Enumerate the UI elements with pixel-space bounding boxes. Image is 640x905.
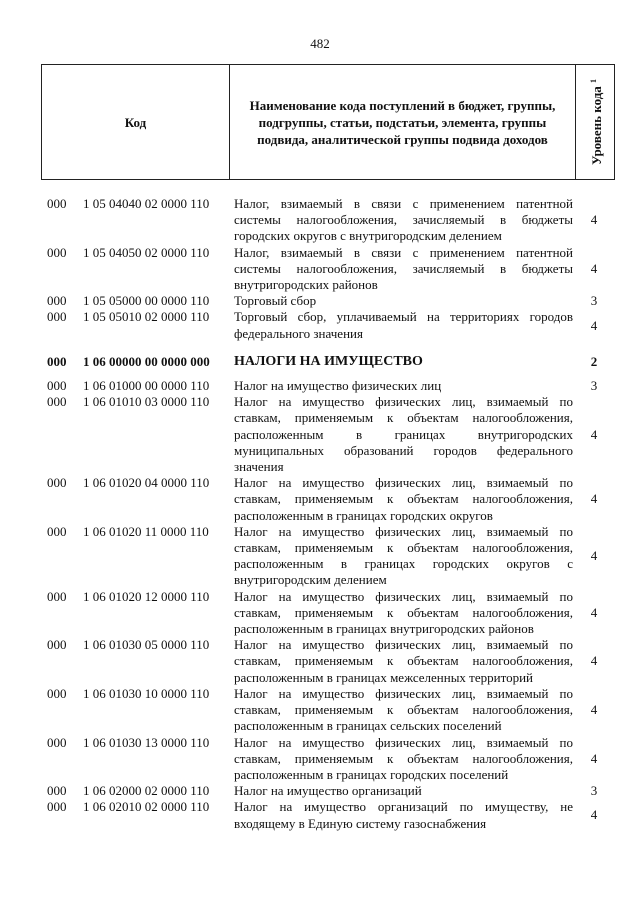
revenue-name: Налог на имущество физических лиц, взимаемый по ставкам, применяемым к объектам налогообложения, расположенным в границах городских округов с внутригородским делением [234,523,573,588]
revenue-name: Торговый сбор [234,293,317,309]
code-level: 2 [590,353,598,369]
code-level: 4 [590,548,598,564]
revenue-code: 1 05 05010 02 0000 110 [83,309,210,325]
table-row [41,799,615,831]
header-level-footnote: 1 [588,78,598,83]
admin-code: 000 [47,637,67,653]
revenue-code: 1 06 02010 02 0000 110 [83,799,210,815]
header-level-label [585,79,605,165]
header-level [576,65,614,179]
revenue-code: 1 05 04040 02 0000 110 [83,196,210,211]
code-level: 4 [590,807,598,823]
revenue-name: Налог на имущество физических лиц, взимаемый по ставкам, применяемым к объектам налогообложения, расположенным в границах городских поселений [234,734,573,782]
table-row [41,686,615,735]
table-row [41,309,615,341]
code-level: 4 [590,212,598,228]
table-body [41,196,615,832]
page-number: 482 [310,36,330,51]
admin-code: 000 [47,799,67,815]
table-header [41,64,615,180]
revenue-name: Налог, взимаемый в связи с применением патентной системы налогообложения, зачисляемый в бюджеты городских округов с внутригородским делением [234,196,573,244]
revenue-name: Налог на имущество физических лиц, взимаемый по ставкам, применяемым к объектам налогообложения, расположенным в границах сельских поселений [234,685,573,734]
table-row [41,589,615,638]
code-level: 4 [590,604,598,620]
code-level: 4 [590,653,598,669]
code-level: 4 [590,317,598,333]
code-level: 3 [590,783,598,799]
table-row [41,475,615,524]
table-row [41,293,615,309]
table-row [41,735,615,784]
table-row [41,394,615,475]
admin-code: 000 [47,588,67,604]
table-row [41,378,615,394]
admin-code: 000 [47,685,67,701]
revenue-name: Налог на имущество физических лиц, взимаемый по ставкам, применяемым к объектам налогообложения, расположенным в границах межселенных территорий [234,637,573,685]
revenue-name: Налог на имущество организаций [234,783,422,799]
revenue-code: 1 06 01020 04 0000 110 [83,475,210,491]
revenue-name: Налог на имущество физических лиц, взимаемый по ставкам, применяемым к объектам налогообложения, расположенным в границах внутригородских муниципальных образований городов федерального значения [234,394,573,475]
revenue-code: 1 06 01030 05 0000 110 [83,637,210,653]
revenue-name: Налог на имущество физических лиц, взимаемый по ставкам, применяемым к объектам налогообложения, расположенным в границах городских округов [234,475,573,523]
table-row [41,524,615,589]
admin-code: 000 [47,734,67,750]
revenue-code: 1 06 01020 11 0000 110 [83,523,209,539]
code-level: 4 [590,491,598,507]
code-level: 4 [590,260,598,276]
revenue-name: Налог на имущество физических лиц, взимаемый по ставкам, применяемым к объектам налогообложения, расположенным в границах внутригородских районов [234,588,573,637]
admin-code: 000 [47,394,67,410]
admin-code: 000 [47,783,67,799]
code-level: 3 [590,293,598,309]
revenue-name: Торговый сбор, уплачиваемый на территориях городов федерального значения [234,309,573,341]
code-level: 4 [590,750,598,766]
admin-code: 000 [47,244,67,260]
revenue-code: 1 06 01030 13 0000 110 [83,734,210,750]
table-row-group-heading [41,354,615,370]
table-row [41,196,615,245]
code-level: 3 [590,378,598,394]
table-row [41,783,615,799]
table-row [41,637,615,686]
revenue-name: НАЛОГИ НА ИМУЩЕСТВО [234,353,423,369]
header-level-text: Уровень кода [589,86,605,166]
code-level: 4 [590,426,598,442]
revenue-code: 1 06 01020 12 0000 110 [83,588,210,604]
admin-code: 000 [47,196,67,211]
revenue-name: Налог на имущество физических лиц [234,378,442,394]
revenue-name: Налог, взимаемый в связи с применением патентной системы налогообложения, зачисляемый в бюджеты внутригородских районов [234,244,573,293]
revenue-code: 1 06 01010 03 0000 110 [83,394,210,410]
revenue-code: 1 05 05000 00 0000 110 [83,293,210,309]
admin-code: 000 [47,378,67,394]
revenue-code: 1 06 00000 00 0000 000 [83,353,210,369]
revenue-name: Налог на имущество организаций по имуществу, не входящему в Единую систему газоснабжения [234,799,573,831]
admin-code: 000 [47,353,67,369]
revenue-code: 1 06 01000 00 0000 110 [83,378,210,394]
revenue-code: 1 05 04050 02 0000 110 [83,244,210,260]
header-code: Код [42,65,230,179]
code-level: 4 [590,702,598,718]
admin-code: 000 [47,309,67,325]
table-row [41,245,615,294]
revenue-code: 1 06 02000 02 0000 110 [83,783,210,799]
admin-code: 000 [47,475,67,491]
header-name: Наименование кода поступлений в бюджет, группы, подгруппы, статьи, подстатьи, элемента, группы подвида, аналитической группы подвида доходов [230,65,576,179]
admin-code: 000 [47,293,67,309]
admin-code: 000 [47,523,67,539]
revenue-code: 1 06 01030 10 0000 110 [83,685,210,701]
